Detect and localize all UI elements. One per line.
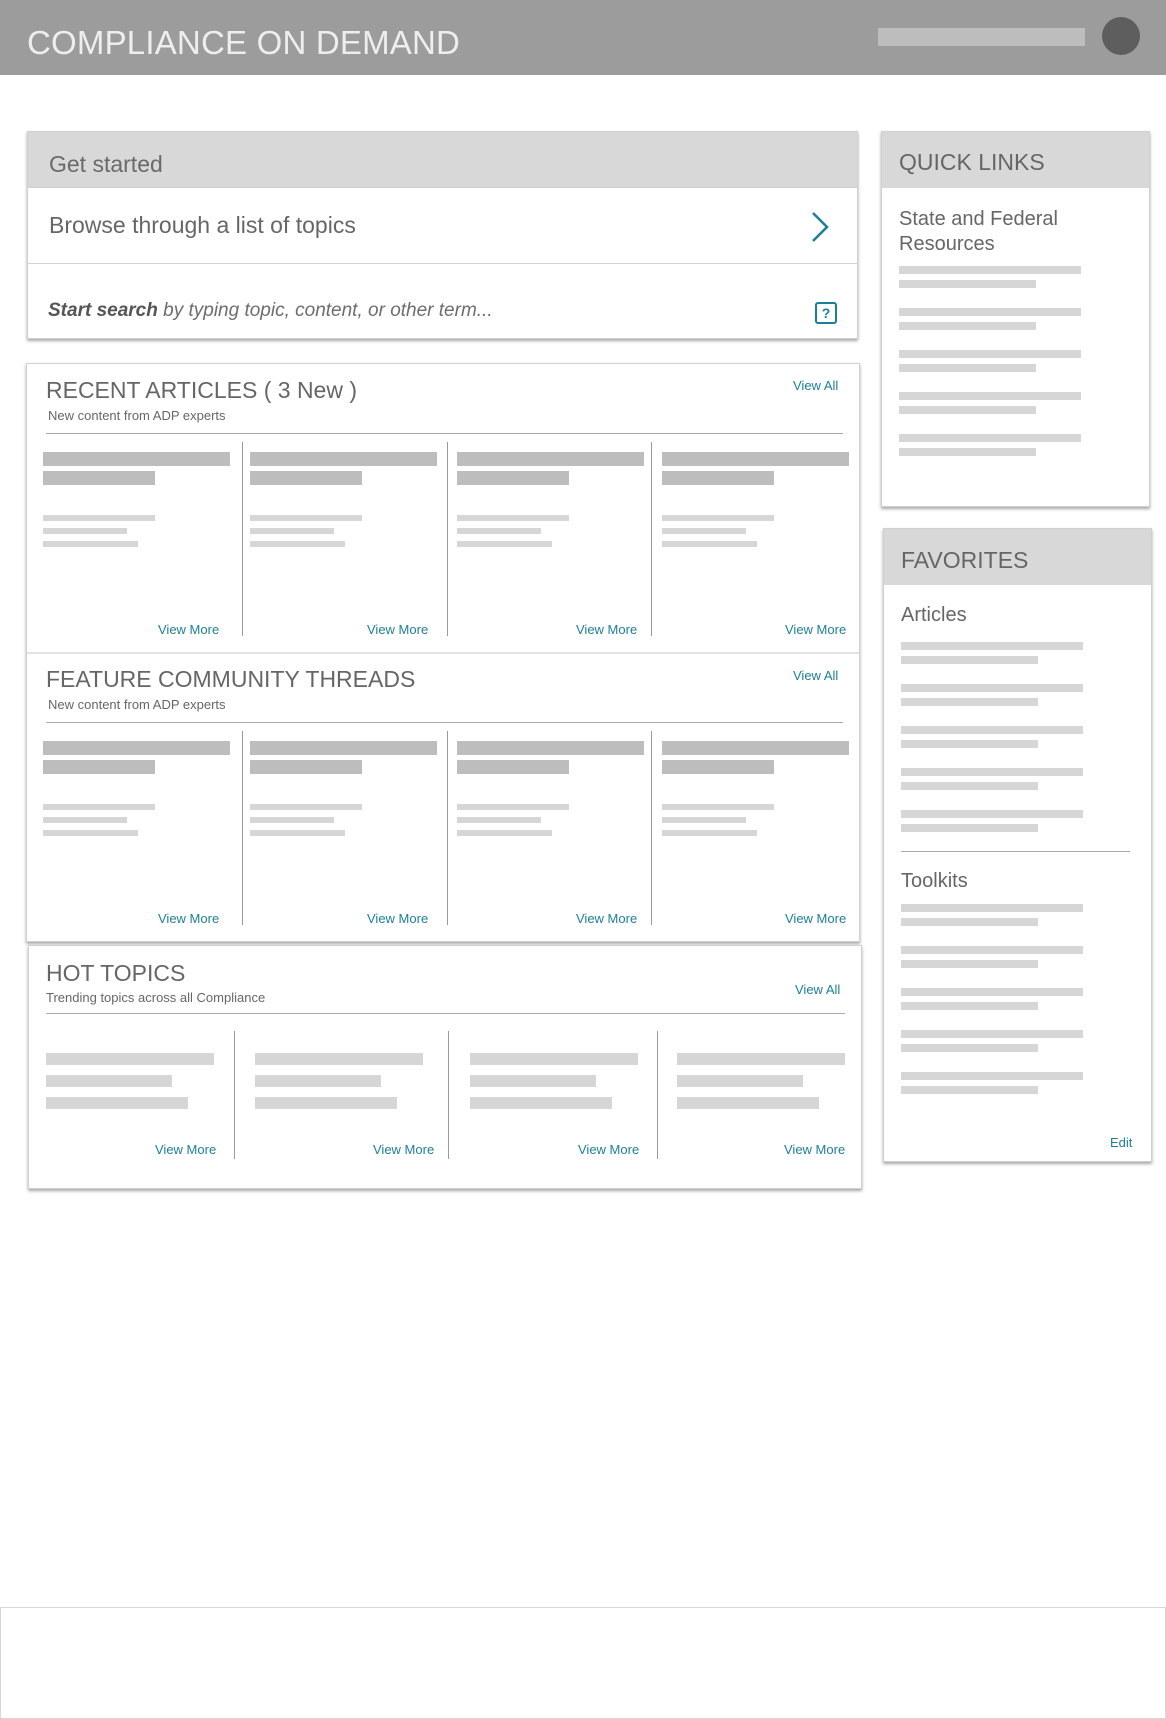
placeholder-text-line [901, 1002, 1038, 1010]
placeholder-text-line [457, 528, 541, 534]
placeholder-text-line [901, 768, 1083, 776]
placeholder-title-line [457, 452, 644, 466]
placeholder-text-line [457, 515, 569, 521]
placeholder-text-line [46, 1053, 214, 1065]
column-separator [657, 1031, 658, 1159]
view-more-link[interactable]: View More [373, 1142, 435, 1157]
placeholder-text-line [677, 1053, 845, 1065]
placeholder-text-line [43, 515, 155, 521]
article-card[interactable] [43, 452, 233, 642]
quick-links-card [881, 131, 1150, 507]
view-more-link[interactable]: View More [155, 1142, 217, 1157]
placeholder-text-line [457, 804, 569, 810]
placeholder-text-line [662, 804, 774, 810]
footer [0, 1607, 1166, 1719]
column-separator [447, 731, 448, 925]
browse-topics-label: Browse through a list of topics [49, 212, 356, 238]
placeholder-text-line [899, 364, 1036, 372]
view-more-link[interactable]: View More [367, 622, 429, 637]
hot-topics-view-all-link[interactable]: View All [795, 982, 841, 997]
column-separator [234, 1031, 235, 1159]
content-card [26, 363, 860, 942]
placeholder-title-line [43, 452, 230, 466]
column-separator [448, 1031, 449, 1159]
article-card[interactable] [457, 452, 647, 642]
column-separator [447, 442, 448, 636]
placeholder-text-line [901, 946, 1083, 954]
quick-link-item[interactable] [899, 350, 1081, 374]
placeholder-text-line [901, 1030, 1083, 1038]
placeholder-text-line [470, 1097, 612, 1109]
favorite-article-item[interactable] [901, 642, 1083, 666]
section-rule [46, 433, 843, 434]
quick-link-item[interactable] [899, 266, 1081, 290]
placeholder-text-line [901, 656, 1038, 664]
placeholder-text-line [899, 280, 1036, 288]
placeholder-text-line [457, 830, 552, 836]
view-more-link[interactable]: View More [785, 911, 847, 926]
placeholder-title-line [250, 452, 437, 466]
favorite-toolkit-item[interactable] [901, 946, 1083, 970]
view-more-link[interactable]: View More [576, 622, 638, 637]
column-separator [651, 442, 652, 636]
favorite-article-item[interactable] [901, 684, 1083, 708]
placeholder-text-line [901, 740, 1038, 748]
placeholder-text-line [901, 726, 1083, 734]
placeholder-text-line [677, 1097, 819, 1109]
placeholder-text-line [899, 350, 1081, 358]
placeholder-text-line [901, 918, 1038, 926]
placeholder-text-line [901, 988, 1083, 996]
chevron-right-icon[interactable] [805, 209, 835, 245]
article-card[interactable] [250, 452, 440, 642]
hot-topics-card [28, 945, 862, 1189]
quick-links-subtitle: State and Federal Resources [899, 208, 1058, 255]
header-search-input[interactable] [878, 28, 1085, 46]
favorite-article-item[interactable] [901, 726, 1083, 750]
community-threads-view-all-link[interactable]: View All [793, 668, 839, 683]
placeholder-title-line [457, 741, 644, 755]
placeholder-text-line [901, 1044, 1038, 1052]
placeholder-text-line [250, 830, 345, 836]
placeholder-text-line [250, 804, 362, 810]
view-more-link[interactable]: View More [576, 911, 638, 926]
placeholder-text-line [901, 904, 1083, 912]
placeholder-title-line [662, 741, 849, 755]
hot-topic-card[interactable] [255, 1053, 425, 1113]
top-bar [0, 0, 1166, 75]
get-started-card [27, 131, 858, 339]
favorite-article-item[interactable] [901, 810, 1083, 834]
recent-articles-subtitle: New content from ADP experts [48, 408, 226, 423]
placeholder-text-line [899, 308, 1081, 316]
placeholder-text-line [899, 392, 1081, 400]
placeholder-text-line [901, 684, 1083, 692]
favorite-toolkit-item[interactable] [901, 1072, 1083, 1096]
placeholder-text-line [899, 448, 1036, 456]
placeholder-text-line [470, 1075, 596, 1087]
placeholder-text-line [662, 817, 746, 823]
column-separator [651, 731, 652, 925]
section-rule [46, 722, 843, 723]
view-more-link[interactable]: View More [158, 622, 220, 637]
placeholder-text-line [43, 804, 155, 810]
placeholder-text-line [901, 824, 1038, 832]
placeholder-text-line [899, 434, 1081, 442]
placeholder-text-line [250, 515, 362, 521]
placeholder-text-line [43, 817, 127, 823]
placeholder-text-line [901, 698, 1038, 706]
section-rule [46, 1013, 845, 1014]
placeholder-text-line [255, 1075, 381, 1087]
favorites-articles-label: Articles [901, 604, 967, 626]
article-card[interactable] [662, 741, 852, 931]
favorite-article-item[interactable] [901, 768, 1083, 792]
recent-articles-view-all-link[interactable]: View All [793, 378, 839, 393]
favorites-divider [901, 851, 1130, 852]
placeholder-text-line [250, 817, 334, 823]
placeholder-text-line [662, 515, 774, 521]
hot-topic-card[interactable] [46, 1053, 216, 1113]
placeholder-text-line [899, 322, 1036, 330]
placeholder-title-line [662, 760, 774, 774]
view-more-link[interactable]: View More [784, 1142, 846, 1157]
favorite-toolkit-item[interactable] [901, 904, 1083, 928]
placeholder-text-line [250, 541, 345, 547]
placeholder-text-line [899, 406, 1036, 414]
placeholder-text-line [43, 541, 138, 547]
search-prompt-text: by typing topic, content, or other term... [157, 300, 493, 321]
placeholder-text-line [457, 817, 541, 823]
article-card[interactable] [662, 452, 852, 642]
get-started-title: Get started [49, 151, 163, 177]
placeholder-text-line [255, 1097, 397, 1109]
view-more-link[interactable]: View More [158, 911, 220, 926]
placeholder-text-line [901, 642, 1083, 650]
community-threads-section [27, 654, 859, 943]
placeholder-text-line [899, 266, 1081, 274]
quick-links-title: QUICK LINKS [899, 149, 1045, 175]
search-prompt-bold: Start search [48, 300, 158, 321]
hot-topic-card[interactable] [677, 1053, 847, 1113]
community-threads-subtitle: New content from ADP experts [48, 697, 226, 712]
article-card[interactable] [457, 741, 647, 931]
placeholder-text-line [46, 1097, 188, 1109]
app-title: COMPLIANCE ON DEMAND [27, 24, 461, 61]
column-separator [242, 731, 243, 925]
placeholder-title-line [662, 471, 774, 485]
placeholder-text-line [43, 830, 138, 836]
help-icon[interactable]: ? [815, 302, 837, 324]
placeholder-text-line [250, 528, 334, 534]
placeholder-text-line [901, 782, 1038, 790]
topic-search-input[interactable] [48, 300, 493, 322]
placeholder-title-line [43, 760, 155, 774]
hot-topics-title: HOT TOPICS [46, 960, 186, 986]
placeholder-text-line [901, 960, 1038, 968]
placeholder-text-line [662, 528, 746, 534]
column-separator [242, 442, 243, 636]
placeholder-text-line [470, 1053, 638, 1065]
quick-link-item[interactable] [899, 308, 1081, 332]
placeholder-text-line [901, 1072, 1083, 1080]
placeholder-text-line [255, 1053, 423, 1065]
placeholder-title-line [43, 741, 230, 755]
favorites-card [883, 528, 1152, 1162]
quick-link-item[interactable] [899, 434, 1081, 458]
placeholder-title-line [250, 471, 362, 485]
article-card[interactable] [250, 741, 440, 931]
favorites-edit-link[interactable]: Edit [1110, 1135, 1133, 1150]
browse-topics-row[interactable] [28, 189, 857, 264]
placeholder-text-line [457, 541, 552, 547]
placeholder-title-line [250, 760, 362, 774]
view-more-link[interactable]: View More [367, 911, 429, 926]
placeholder-text-line [677, 1075, 803, 1087]
placeholder-text-line [662, 541, 757, 547]
view-more-link[interactable]: View More [578, 1142, 640, 1157]
recent-articles-title: RECENT ARTICLES ( 3 New ) [46, 377, 358, 403]
favorite-toolkit-item[interactable] [901, 988, 1083, 1012]
placeholder-text-line [43, 528, 127, 534]
placeholder-text-line [901, 1086, 1038, 1094]
hot-topics-subtitle: Trending topics across all Compliance [46, 990, 266, 1005]
placeholder-text-line [662, 830, 757, 836]
favorites-title: FAVORITES [901, 547, 1029, 573]
placeholder-title-line [43, 471, 155, 485]
favorites-toolkits-label: Toolkits [901, 870, 968, 892]
placeholder-text-line [46, 1075, 172, 1087]
user-avatar[interactable] [1102, 17, 1140, 55]
recent-articles-section [27, 364, 859, 652]
placeholder-title-line [457, 760, 569, 774]
quick-link-item[interactable] [899, 392, 1081, 416]
placeholder-title-line [457, 471, 569, 485]
placeholder-title-line [662, 452, 849, 466]
placeholder-title-line [250, 741, 437, 755]
hot-topic-card[interactable] [470, 1053, 640, 1113]
article-card[interactable] [43, 741, 233, 931]
view-more-link[interactable]: View More [785, 622, 847, 637]
favorite-toolkit-item[interactable] [901, 1030, 1083, 1054]
community-threads-title: FEATURE COMMUNITY THREADS [46, 666, 416, 692]
placeholder-text-line [901, 810, 1083, 818]
